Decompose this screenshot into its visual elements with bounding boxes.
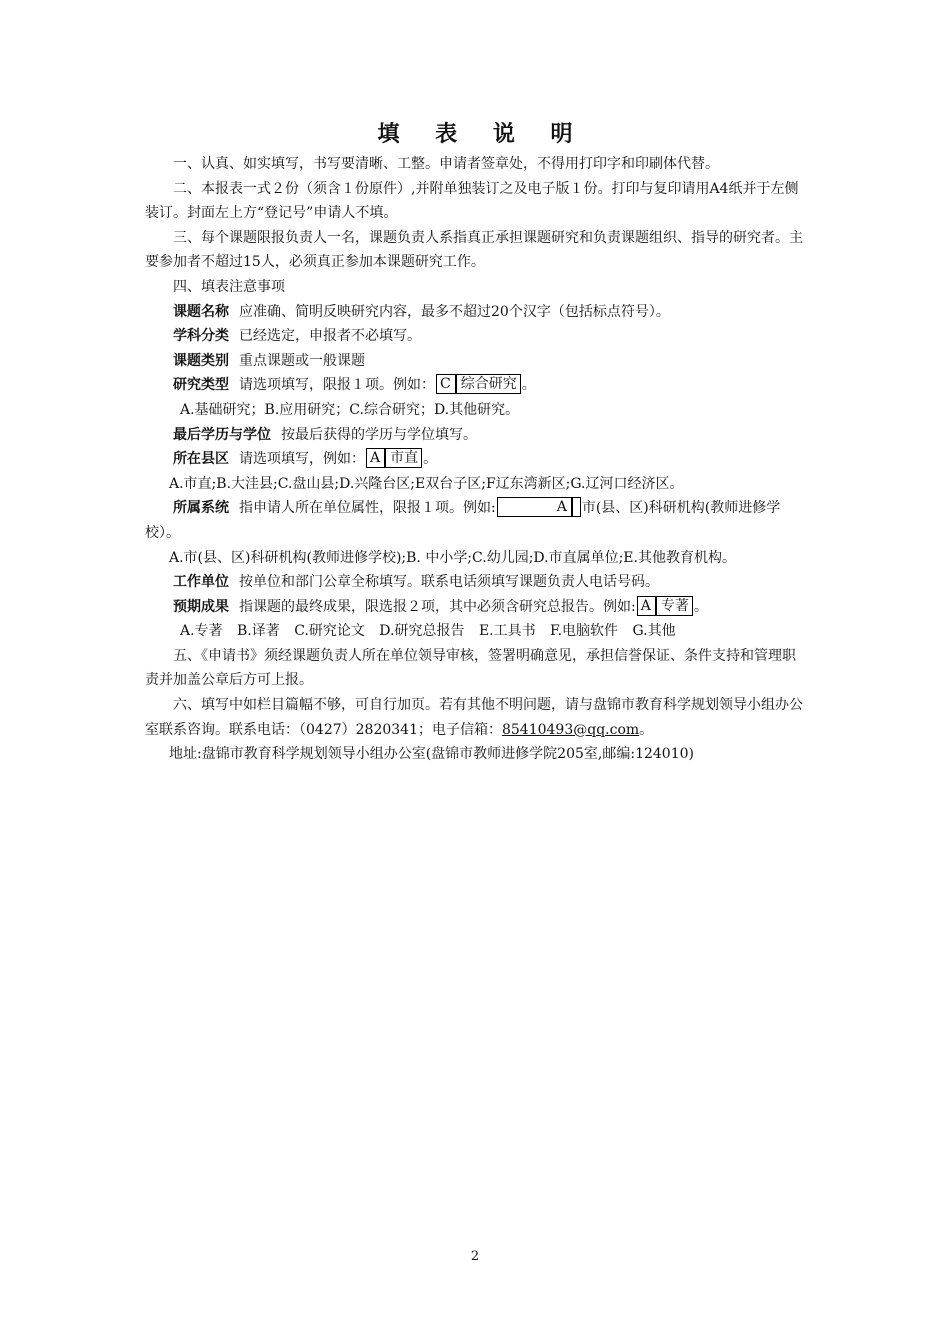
item-4: 四、填表注意事项 <box>173 278 285 295</box>
system-example-box <box>497 497 581 517</box>
topic-name-text: 应准确、简明反映研究内容，最多不超过20个汉字（包括标点符号）。 <box>239 303 670 320</box>
field-county <box>145 447 805 472</box>
page-title: 填 表 说 明 <box>377 122 587 147</box>
system-label: 所属系统 <box>173 500 229 517</box>
research-type-box-letter: C <box>440 375 457 393</box>
expected-result-example-box <box>637 596 693 616</box>
county-end: 。 <box>423 451 438 468</box>
category-text: 重点课题或一般课题 <box>239 352 365 369</box>
work-unit-text: 按单位和部门公章全称填写。联系电话须填写课题负责人电话号码。 <box>239 574 659 591</box>
system-options: A.市(县、区)科研机构(教师进修学校);B. 中小学;C.幼儿园;D.市直属单位;E.其他教育机构。 <box>169 549 736 566</box>
expected-result-options: A.专著 B.译著 C.研究论文 D.研究总报告 E.工具书 F.电脑软件 G.其他 <box>180 623 676 640</box>
field-subject <box>145 324 805 349</box>
item-2: 二、本报表一式２份（须含１份原件）,并附单独装订之及电子版１份。打印与复印请用A4纸并于左侧装订。封面左上方“登记号”申请人不填。 <box>145 180 799 222</box>
system-text: 指申请人所在单位属性，限报１项。例如: <box>239 500 496 517</box>
address: 地址:盘锦市教育科学规划领导小组办公室(盘锦市教师进修学院205室,邮编:124010) <box>169 746 694 763</box>
research-type-example-box <box>436 374 521 394</box>
field-degree <box>145 423 805 448</box>
item-6-text: 六、填写中如栏目篇幅不够，可自行加页。若有其他不明问题，请与盘锦市教育科学规划领导小组办公室联系咨询。联系电话：（0427）2820341；电子信箱： <box>145 697 803 738</box>
county-box-text: 市直 <box>390 450 419 467</box>
county-example-box <box>366 448 422 468</box>
county-text: 请选项填写，例如： <box>239 451 365 468</box>
item-3: 三、每个课题限报负责人一名，课题负责人系指真正承担课题研究和负责课题组织、指导的研究者。主要参加者不超过15人，必须真正参加本课题研究工作。 <box>145 229 803 271</box>
instructions-page <box>145 120 805 767</box>
research-type-end: 。 <box>521 377 536 394</box>
item-1: 一、认真、如实填写，书写要清晰、工整。申请者签章处，不得用打印字和印刷体代替。 <box>173 156 719 172</box>
subject-label: 学科分类 <box>173 328 229 345</box>
page-number: 2 <box>470 1249 480 1264</box>
expected-result-label: 预期成果 <box>173 598 229 615</box>
item-6-end: 。 <box>639 721 654 738</box>
topic-name-label: 课题名称 <box>173 303 229 320</box>
field-system <box>145 496 805 545</box>
county-box-letter: A <box>370 449 386 467</box>
field-topic-name <box>145 300 805 325</box>
degree-label: 最后学历与学位 <box>173 426 271 443</box>
research-type-label: 研究类型 <box>173 377 229 394</box>
field-category <box>145 349 805 374</box>
county-label: 所在县区 <box>173 451 229 468</box>
item-5: 五、《申请书》须经课题负责人所在单位领导审核，签署明确意见，承担信誉保证、条件支持和管理职责并加盖公章后方可上报。 <box>145 647 796 689</box>
county-options: A.市直;B.大洼县;C.盘山县;D.兴隆台区;E双台子区;F辽东湾新区;G.辽河口经济区。 <box>169 475 684 492</box>
field-expected-result <box>145 595 805 620</box>
category-label: 课题类别 <box>173 352 229 369</box>
email-link[interactable]: 85410493@qq.com <box>501 721 640 738</box>
field-work-unit <box>145 570 805 595</box>
research-type-options: A.基础研究；B.应用研究；C.综合研究；D.其他研究。 <box>180 401 520 418</box>
system-after: 市(县、区)科研机构(教师进修学校）。 <box>145 500 781 541</box>
subject-text: 已经选定，申报者不必填写。 <box>239 328 421 345</box>
research-type-text: 请选项填写，限报１项。例如： <box>239 377 435 394</box>
research-type-box-text: 综合研究 <box>460 376 517 393</box>
work-unit-label: 工作单位 <box>173 574 229 591</box>
item-6 <box>145 693 805 742</box>
degree-text: 按最后获得的学历与学位填写。 <box>281 426 477 443</box>
expected-result-end: 。 <box>693 598 708 615</box>
expected-result-box-text: 专著 <box>660 597 689 614</box>
field-research-type <box>145 373 805 398</box>
expected-result-box-letter: A <box>641 597 657 615</box>
expected-result-text: 指课题的最终成果，限选报２项，其中必须含研究总报告。例如: <box>239 598 636 615</box>
system-box-letter: A <box>529 498 573 516</box>
